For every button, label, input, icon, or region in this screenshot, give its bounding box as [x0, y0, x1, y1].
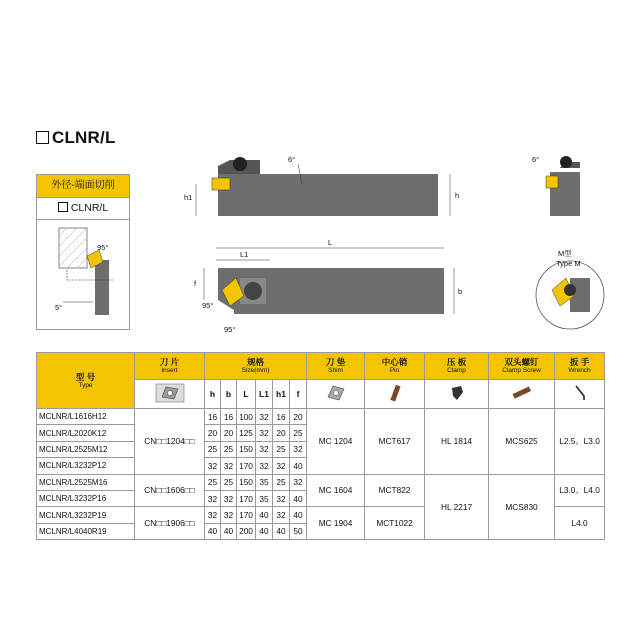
wrench-icon [570, 382, 590, 404]
col-type-cn: 型 号 [75, 371, 96, 382]
col-pin-cn: 中心销 [381, 357, 408, 367]
dim-h1-head: h1 [273, 380, 290, 409]
col-screw-cn: 双头螺钉 [504, 357, 539, 367]
cell-L1: 32 [256, 458, 273, 474]
pin-icon [385, 382, 405, 404]
cell-L1: 40 [256, 523, 273, 539]
col-clamp-cn: 压 板 [446, 357, 467, 367]
dim-L-head: L [237, 380, 256, 409]
pin-group-3: MCT1022 [365, 507, 425, 540]
cell-b: 32 [221, 490, 237, 506]
operation-diagram [37, 220, 129, 328]
insert-group-2: CN□□1606□□ [135, 474, 205, 507]
col-clamp-en: Clamp [447, 367, 466, 374]
cell-h: 20 [205, 425, 221, 441]
cell-h1: 16 [273, 409, 290, 425]
clamp-icon [447, 382, 467, 404]
row-type: MCLNR/L2525M12 [37, 441, 135, 457]
col-shim [307, 353, 365, 380]
clamp-image [425, 380, 489, 409]
insert-group-3: CN□□1906□□ [135, 507, 205, 540]
page-title [36, 128, 116, 148]
dim-h: h [455, 191, 460, 200]
col-pin-en: Pin [389, 367, 400, 374]
cell-f: 40 [290, 458, 307, 474]
cell-h1: 20 [273, 425, 290, 441]
shim-group-3: MC 1904 [307, 507, 365, 540]
type-m-en: Type M [556, 259, 581, 268]
title-text: CLNR/L [52, 128, 116, 147]
row-type: MCLNR/L3232P12 [37, 458, 135, 474]
cell-b: 40 [221, 523, 237, 539]
cell-h1: 32 [273, 458, 290, 474]
dim-f: f [194, 279, 197, 288]
row-type: MCLNR/L1616H12 [37, 409, 135, 425]
wrench-group-1: L2.5、L3.0 [555, 409, 605, 475]
row-type: MCLNR/L3232P19 [37, 507, 135, 523]
spec-table [36, 352, 605, 540]
cell-h: 40 [205, 523, 221, 539]
dim-h1: h1 [184, 193, 193, 202]
cell-f: 32 [290, 441, 307, 457]
cell-L: 100 [237, 409, 256, 425]
tool-holder-drawing [160, 150, 610, 340]
cell-L1: 35 [256, 474, 273, 490]
dim-L1-head: L1 [256, 380, 273, 409]
angle-95-bottom: 95° [224, 325, 236, 334]
cell-b: 25 [221, 474, 237, 490]
cell-L1: 35 [256, 490, 273, 506]
cell-L: 170 [237, 507, 256, 523]
angle-95-label: 95° [97, 243, 109, 252]
cell-L1: 32 [256, 425, 273, 441]
cell-f: 50 [290, 523, 307, 539]
screw-group-2: MCS830 [489, 474, 555, 540]
cell-L: 150 [237, 474, 256, 490]
cell-L: 170 [237, 490, 256, 506]
col-wrench [555, 353, 605, 380]
cell-f: 32 [290, 474, 307, 490]
cell-L: 125 [237, 425, 256, 441]
cell-b: 32 [221, 507, 237, 523]
dim-h-head: h [205, 380, 221, 409]
col-type-en: Type [78, 381, 93, 389]
cell-f: 40 [290, 490, 307, 506]
operation-panel [36, 174, 130, 330]
operation-heading: 外径-端面切削 [37, 175, 129, 198]
screw-icon [507, 382, 537, 404]
row-type: MCLNR/L4040R19 [37, 523, 135, 539]
checkbox-square-icon [58, 202, 68, 212]
col-type [37, 353, 135, 409]
wrench-image [555, 380, 605, 409]
clamp-group-1: HL 1814 [425, 409, 489, 475]
angle-6-label: 6° [288, 155, 296, 164]
pin-group-1: MCT617 [365, 409, 425, 475]
col-screw [489, 353, 555, 380]
dim-f-head: f [290, 380, 307, 409]
checkbox-square-icon [36, 131, 49, 144]
col-insert-cn: 刀 片 [159, 357, 180, 367]
insert-group-1: CN□□1204□□ [135, 409, 205, 475]
col-pin [365, 353, 425, 380]
col-shim-en: Shim [328, 367, 343, 374]
wrench-group-2: L3.0、L4.0 [555, 474, 605, 507]
screw-image [489, 380, 555, 409]
col-wrench-cn: 扳 手 [569, 357, 590, 367]
cell-h: 32 [205, 458, 221, 474]
clamp-group-2: HL 2217 [425, 474, 489, 540]
pin-group-2: MCT822 [365, 474, 425, 507]
operation-code [37, 197, 129, 220]
cell-h: 32 [205, 507, 221, 523]
cell-h1: 40 [273, 523, 290, 539]
shim-icon [325, 383, 347, 403]
cell-h1: 25 [273, 441, 290, 457]
insert-image [135, 380, 205, 409]
cell-h: 25 [205, 474, 221, 490]
dim-L: L [328, 238, 333, 247]
cell-L: 170 [237, 458, 256, 474]
cell-h: 32 [205, 490, 221, 506]
wrench-group-3: L4.0 [555, 507, 605, 540]
col-insert-en: Insert [161, 367, 178, 374]
row-type: MCLNR/L2525M16 [37, 474, 135, 490]
type-m-cn: M型 [558, 249, 572, 258]
operation-code-text: CLNR/L [70, 202, 109, 214]
cell-h1: 32 [273, 507, 290, 523]
cell-L: 150 [237, 441, 256, 457]
cell-f: 25 [290, 425, 307, 441]
cell-b: 16 [221, 409, 237, 425]
shim-group-2: MC 1604 [307, 474, 365, 507]
col-size-cn: 规格 [247, 357, 265, 367]
row-type: MCLNR/L3232P16 [37, 490, 135, 506]
angle-95-left: 95° [202, 301, 214, 310]
dim-b-head: b [221, 380, 237, 409]
cell-L1: 40 [256, 507, 273, 523]
shim-group-1: MC 1204 [307, 409, 365, 475]
cell-h1: 32 [273, 490, 290, 506]
dim-L1: L1 [240, 250, 249, 259]
cell-b: 20 [221, 425, 237, 441]
pin-image [365, 380, 425, 409]
col-size-en: Size(mm) [241, 367, 270, 374]
col-size [205, 353, 307, 380]
cell-b: 32 [221, 458, 237, 474]
cell-h: 16 [205, 409, 221, 425]
screw-group-1: MCS625 [489, 409, 555, 475]
insert-icon [152, 382, 188, 404]
shim-image [307, 380, 365, 409]
cell-f: 40 [290, 507, 307, 523]
table-row [37, 409, 605, 425]
end-angle-6-label: 6° [532, 155, 540, 164]
cell-b: 25 [221, 441, 237, 457]
angle-5-label: 5° [55, 303, 63, 312]
cell-h1: 25 [273, 474, 290, 490]
col-clamp [425, 353, 489, 380]
col-insert [135, 353, 205, 380]
col-shim-cn: 刀 垫 [325, 357, 346, 367]
cell-L: 200 [237, 523, 256, 539]
col-wrench-en: Wrench [568, 367, 591, 374]
cell-L1: 32 [256, 441, 273, 457]
dim-b: b [458, 287, 463, 296]
row-type: MCLNR/L2020K12 [37, 425, 135, 441]
cell-L1: 32 [256, 409, 273, 425]
table-row [37, 474, 605, 490]
col-screw-en: Clamp Screw [502, 367, 541, 374]
cell-h: 25 [205, 441, 221, 457]
cell-f: 20 [290, 409, 307, 425]
